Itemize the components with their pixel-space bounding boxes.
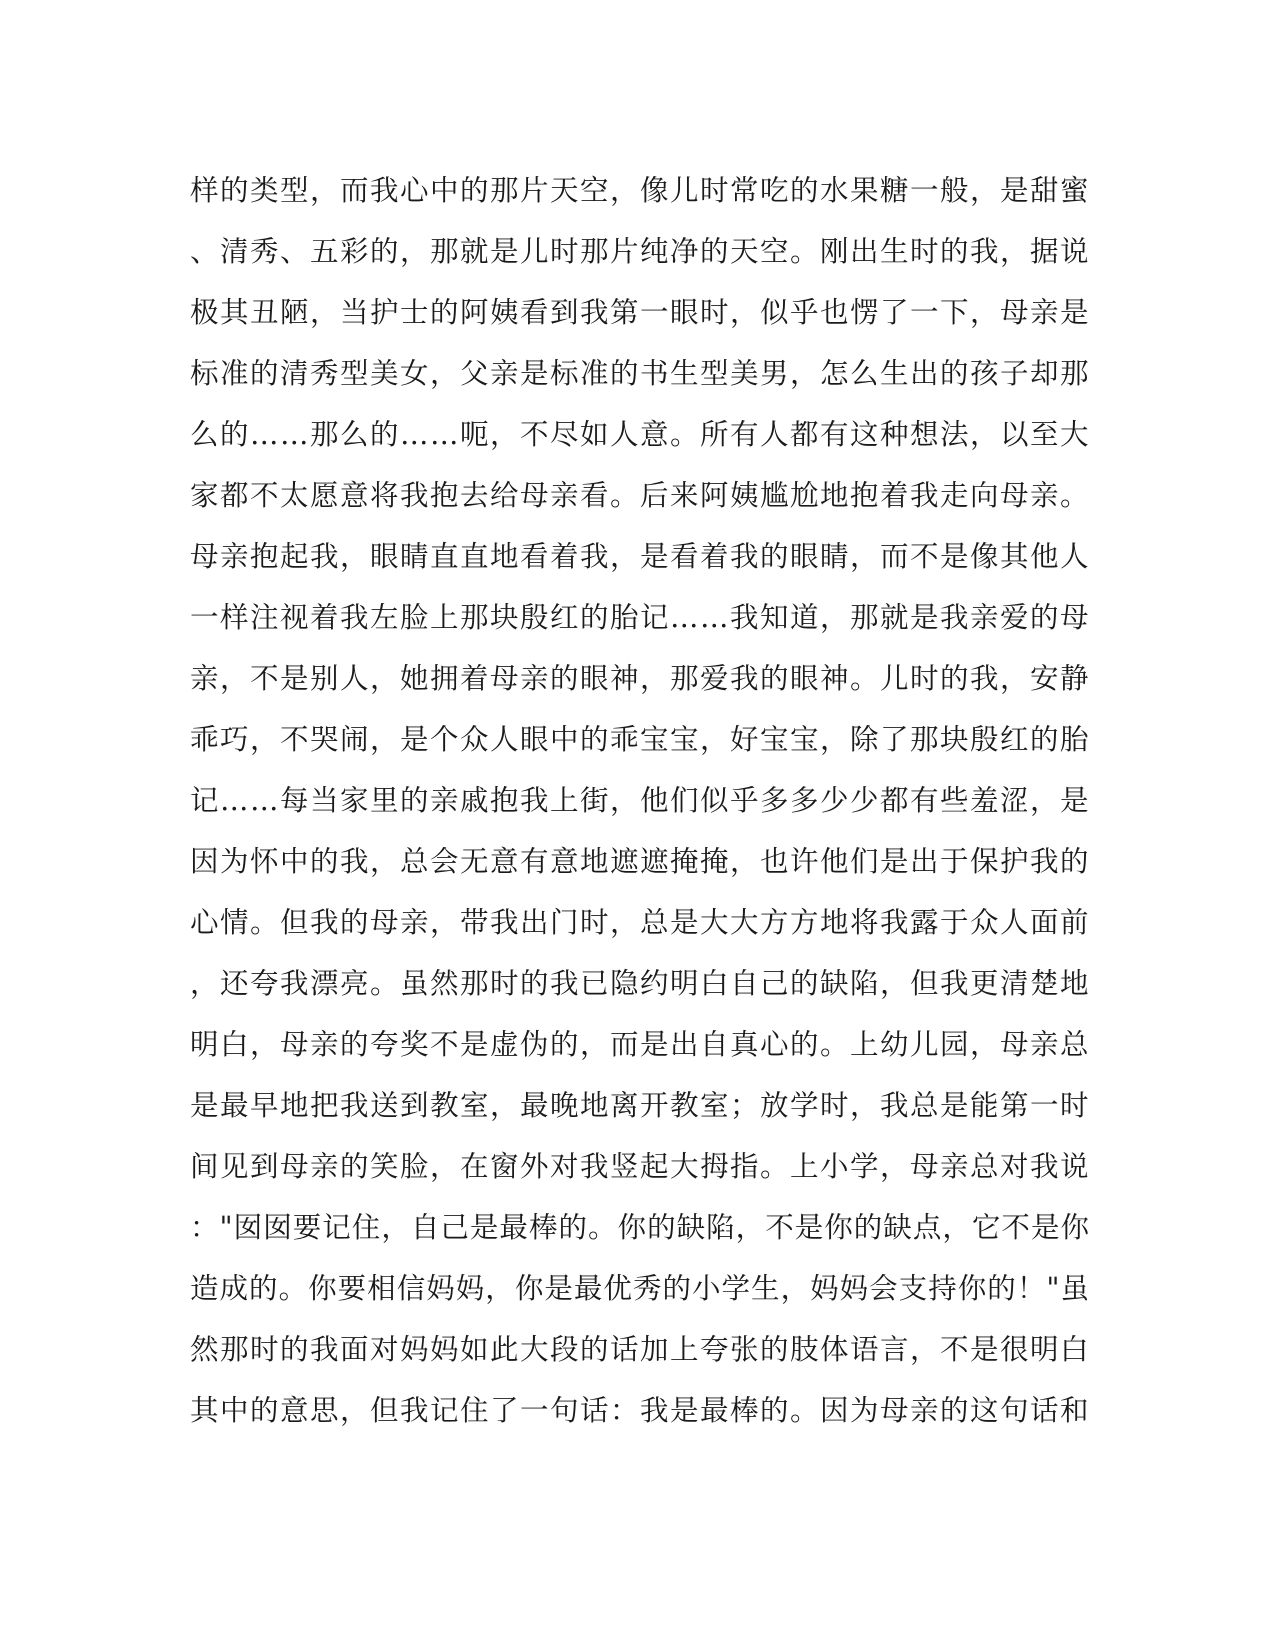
text-line: 乖巧，不哭闹，是个众人眼中的乖宝宝，好宝宝，除了那块殷红的胎: [190, 723, 1091, 756]
text-line: 家都不太愿意将我抱去给母亲看。后来阿姨尴尬地抱着我走向母亲。: [190, 479, 1091, 512]
text-line: 记……每当家里的亲戚抱我上街，他们似乎多多少少都有些羞涩，是: [190, 784, 1091, 817]
text-line: 造成的。你要相信妈妈，你是最优秀的小学生，妈妈会支持你的！"虽: [190, 1272, 1090, 1305]
text-line: 样的类型，而我心中的那片天空，像儿时常吃的水果糖一般，是甜蜜: [190, 174, 1091, 207]
text-line: 是最早地把我送到教室，最晚地离开教室；放学时，我总是能第一时: [190, 1089, 1091, 1122]
text-line: ，还夸我漂亮。虽然那时的我已隐约明白自己的缺陷，但我更清楚地: [190, 967, 1091, 1000]
text-line: ："囡囡要记住，自己是最棒的。你的缺陷，不是你的缺点，它不是你: [190, 1211, 1090, 1244]
body-text: [190, 160, 1090, 1441]
text-line: 亲，不是别人，她拥着母亲的眼神，那爱我的眼神。儿时的我，安静: [190, 662, 1091, 695]
text-line: 因为怀中的我，总会无意有意地遮遮掩掩，也许他们是出于保护我的: [190, 845, 1091, 878]
text-line: 明白，母亲的夸奖不是虚伪的，而是出自真心的。上幼儿园，母亲总: [190, 1028, 1091, 1061]
text-line: 么的……那么的……呃，不尽如人意。所有人都有这种想法，以至大: [190, 418, 1091, 451]
text-line: 标准的清秀型美女，父亲是标准的书生型美男，怎么生出的孩子却那: [190, 357, 1091, 390]
text-line: 极其丑陋，当护士的阿姨看到我第一眼时，似乎也愣了一下，母亲是: [190, 296, 1091, 329]
text-line: 然那时的我面对妈妈如此大段的话加上夸张的肢体语言，不是很明白: [190, 1333, 1091, 1366]
text-line: 、清秀、五彩的，那就是儿时那片纯净的天空。刚出生时的我，据说: [190, 235, 1091, 268]
text-line: 一样注视着我左脸上那块殷红的胎记……我知道，那就是我亲爱的母: [190, 601, 1091, 634]
text-line: 心情。但我的母亲，带我出门时，总是大大方方地将我露于众人面前: [190, 906, 1091, 939]
text-line: 间见到母亲的笑脸，在窗外对我竖起大拇指。上小学，母亲总对我说: [190, 1150, 1091, 1183]
text-line: 母亲抱起我，眼睛直直地看着我，是看着我的眼睛，而不是像其他人: [190, 540, 1091, 573]
text-line: 其中的意思，但我记住了一句话：我是最棒的。因为母亲的这句话和: [190, 1394, 1091, 1427]
